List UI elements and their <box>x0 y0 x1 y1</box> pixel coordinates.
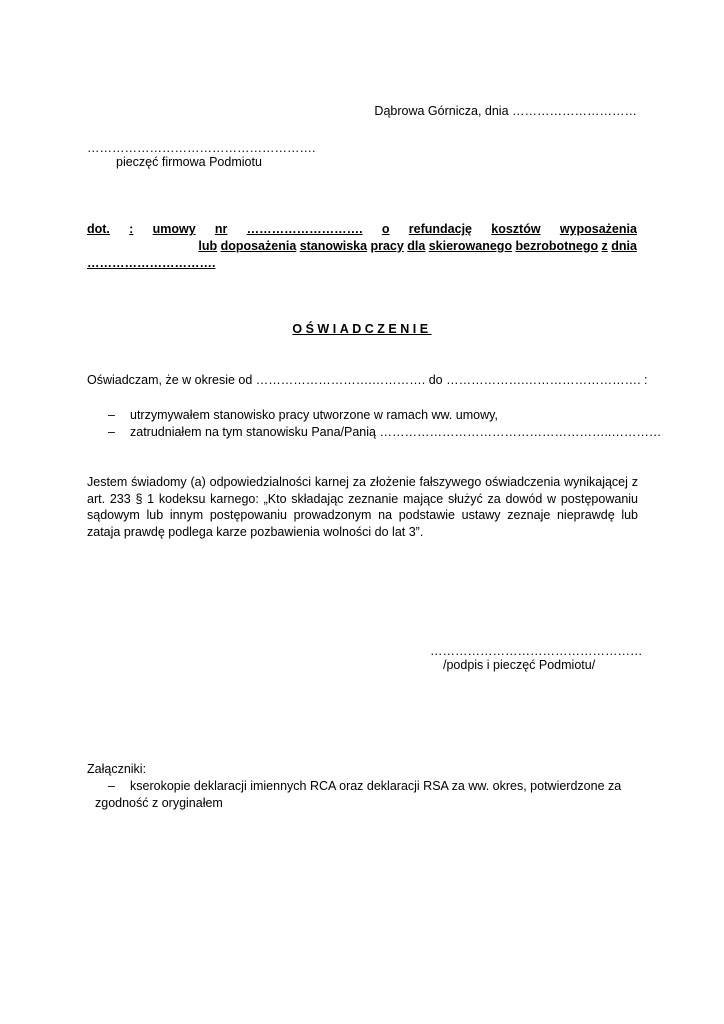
declaration-list <box>108 407 661 441</box>
subject-word: pracy <box>370 239 404 253</box>
dash-bullet-icon: – <box>108 408 115 422</box>
subject-word: umowy <box>152 222 196 236</box>
attachments-list <box>95 778 638 811</box>
subject-word: wyposażenia <box>559 222 637 236</box>
list-item-text: utrzymywałem stanowisko pracy utworzone w ramach ww. umowy, <box>130 408 498 422</box>
subject-word: stanowiska <box>299 239 368 253</box>
signature-label: /podpis i pieczęć Podmiotu/ <box>443 658 596 672</box>
dash-bullet-icon: – <box>108 425 115 439</box>
subject-word: nr <box>214 222 228 236</box>
list-item <box>108 424 661 441</box>
place-date: Dąbrowa Górnicza, dnia ………………………… <box>374 104 637 118</box>
subject-word: : <box>129 222 134 236</box>
attachments-heading: Załączniki: <box>87 762 147 776</box>
legal-statement: Jestem świadomy (a) odpowiedzialności karnej za złożenie fałszywego oświadczenia wynikającej z art. 233 § 1 kodeksu karnego: „Kto składając zeznanie mające służyć za dowód w postępowaniu sądowym lub innym postępowaniu prowadzonym na podstawie ustawy zeznaje nieprawdę lub zataja prawdę podlega karze pozbawienia wolności do lat 3”. <box>87 475 638 539</box>
subject-word: ………………………. <box>246 222 363 236</box>
subject-word: z <box>601 239 608 253</box>
subject-word: dnia <box>611 239 637 253</box>
subject-word: dot. <box>87 222 110 236</box>
subject-indent <box>87 238 195 255</box>
subject-word: bezrobotnego <box>515 239 599 253</box>
list-item-text: zatrudniałem na tym stanowisku Pana/Panią ………………………………………………..………… <box>130 425 662 439</box>
subject-word: lub <box>198 239 218 253</box>
signature-line: …………………………………………… <box>430 644 643 658</box>
dash-bullet-icon: – <box>108 779 115 793</box>
document-title: OŚWIADCZENIE <box>292 322 432 336</box>
subject-block <box>87 221 637 272</box>
subject-word: refundację <box>408 222 472 236</box>
company-stamp-label: pieczęć firmowa Podmiotu <box>116 155 262 169</box>
period-statement: Oświadczam, że w okresie od ……………………….…………. do ……………….………………………. : <box>87 373 648 387</box>
subject-word: kosztów <box>491 222 541 236</box>
subject-word: skierowanego <box>428 239 513 253</box>
subject-word: o <box>381 222 390 236</box>
list-item <box>95 778 638 811</box>
subject-word: doposażenia <box>220 239 297 253</box>
subject-line-2 <box>87 238 637 255</box>
company-stamp-line: ………………………………………………. <box>87 141 316 155</box>
attachment-text-line-2: zgodność z oryginałem <box>95 795 223 810</box>
subject-word: dla <box>407 239 426 253</box>
attachment-text-line-1: kserokopie deklaracji imiennych RCA oraz deklaracji RSA za ww. okres, potwierdzone za <box>130 779 622 793</box>
subject-line-1 <box>87 221 637 238</box>
subject-line-3: …………………………. <box>87 256 216 270</box>
list-item <box>108 407 661 424</box>
